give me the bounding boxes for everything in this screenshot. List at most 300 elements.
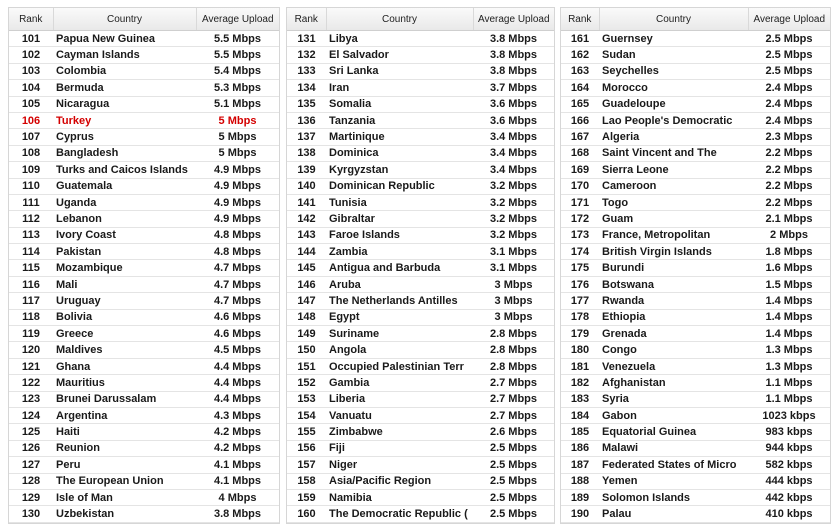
table-row: [561, 489, 830, 505]
table-row: [9, 375, 279, 391]
table-row: [287, 260, 554, 276]
country-cell: Maldives: [53, 342, 196, 358]
upload-cell: 2.5 Mbps: [748, 63, 830, 79]
country-cell: Cayman Islands: [53, 47, 196, 63]
upload-cell: 3.2 Mbps: [473, 194, 554, 210]
rank-cell: 150: [287, 342, 326, 358]
rank-cell: 147: [287, 293, 326, 309]
rank-cell: 110: [9, 178, 53, 194]
rank-cell: 112: [9, 211, 53, 227]
country-cell: Uruguay: [53, 293, 196, 309]
rank-cell: 123: [9, 391, 53, 407]
rank-cell: 184: [561, 407, 599, 423]
rank-cell: 167: [561, 129, 599, 145]
rank-cell: 103: [9, 63, 53, 79]
country-cell: Kyrgyzstan: [326, 162, 473, 178]
upload-cell: 2.4 Mbps: [748, 80, 830, 96]
table-row: [561, 358, 830, 374]
upload-cell: 4.2 Mbps: [196, 440, 279, 456]
country-cell: Niger: [326, 457, 473, 473]
rank-cell: 148: [287, 309, 326, 325]
table-row: [561, 145, 830, 161]
country-cell: Martinique: [326, 129, 473, 145]
column-header-country[interactable]: Country: [326, 8, 473, 31]
upload-cell: 3 Mbps: [473, 293, 554, 309]
upload-cell: 2.7 Mbps: [473, 375, 554, 391]
country-cell: Nicaragua: [53, 96, 196, 112]
upload-cell: 410 kbps: [748, 506, 830, 522]
country-cell: Uganda: [53, 194, 196, 210]
country-cell: Lebanon: [53, 211, 196, 227]
country-cell: Aruba: [326, 276, 473, 292]
table-row: [287, 358, 554, 374]
country-cell: Colombia: [53, 63, 196, 79]
table-row: [9, 407, 279, 423]
table-row: [287, 473, 554, 489]
table-body: [9, 31, 279, 523]
country-cell: Tanzania: [326, 112, 473, 128]
upload-cell: 2.6 Mbps: [473, 424, 554, 440]
country-cell: Zimbabwe: [326, 424, 473, 440]
country-cell: Argentina: [53, 407, 196, 423]
rank-cell: 186: [561, 440, 599, 456]
upload-cell: 4.8 Mbps: [196, 227, 279, 243]
table-row: [9, 276, 279, 292]
country-cell: Lao People's Democratic: [599, 112, 748, 128]
rank-cell: 126: [9, 440, 53, 456]
rank-cell: 163: [561, 63, 599, 79]
ranking-table-panel-2: [286, 7, 555, 524]
upload-cell: 3.2 Mbps: [473, 211, 554, 227]
ranking-table: [561, 8, 830, 523]
upload-cell: 2.1 Mbps: [748, 211, 830, 227]
table-row: [561, 129, 830, 145]
table-row: [287, 342, 554, 358]
upload-cell: 2.5 Mbps: [473, 457, 554, 473]
upload-cell: 3.8 Mbps: [196, 506, 279, 522]
country-cell: Iran: [326, 80, 473, 96]
upload-cell: 4.8 Mbps: [196, 244, 279, 260]
upload-cell: 3.8 Mbps: [473, 31, 554, 47]
country-cell: Ghana: [53, 358, 196, 374]
upload-cell: 4.9 Mbps: [196, 178, 279, 194]
country-cell: Mali: [53, 276, 196, 292]
table-row: [9, 129, 279, 145]
table-row: [9, 194, 279, 210]
rank-cell: 188: [561, 473, 599, 489]
country-cell: Gabon: [599, 407, 748, 423]
table-row: [561, 80, 830, 96]
table-body: [561, 31, 830, 523]
upload-cell: 4.7 Mbps: [196, 276, 279, 292]
upload-cell: 4.1 Mbps: [196, 457, 279, 473]
upload-cell: 4 Mbps: [196, 489, 279, 505]
upload-cell: 5.5 Mbps: [196, 31, 279, 47]
table-row: [9, 309, 279, 325]
ranking-table-panel-1: [8, 7, 280, 524]
table-row: [9, 31, 279, 47]
upload-cell: 4.9 Mbps: [196, 194, 279, 210]
table-row: [287, 129, 554, 145]
country-cell: Rwanda: [599, 293, 748, 309]
upload-cell: 4.9 Mbps: [196, 162, 279, 178]
table-row: [9, 63, 279, 79]
table-row: [561, 112, 830, 128]
rank-cell: 133: [287, 63, 326, 79]
rank-cell: 131: [287, 31, 326, 47]
table-row: [287, 489, 554, 505]
upload-cell: 944 kbps: [748, 440, 830, 456]
country-cell: Federated States of Micro: [599, 457, 748, 473]
table-row: [9, 47, 279, 63]
upload-cell: 4.4 Mbps: [196, 358, 279, 374]
column-header-rank[interactable]: Rank: [561, 8, 599, 31]
country-cell: Bangladesh: [53, 145, 196, 161]
table-row: [9, 162, 279, 178]
country-cell: Uzbekistan: [53, 506, 196, 522]
upload-cell: 2 Mbps: [748, 227, 830, 243]
table-row: [561, 260, 830, 276]
upload-cell: 1.3 Mbps: [748, 358, 830, 374]
upload-cell: 2.2 Mbps: [748, 178, 830, 194]
table-row: [287, 244, 554, 260]
table-row-highlighted: [9, 112, 279, 128]
country-cell: Seychelles: [599, 63, 748, 79]
rank-cell: 142: [287, 211, 326, 227]
upload-cell: 5.1 Mbps: [196, 96, 279, 112]
upload-cell: 2.7 Mbps: [473, 407, 554, 423]
country-cell: Tunisia: [326, 194, 473, 210]
rank-cell: 129: [9, 489, 53, 505]
table-row: [561, 194, 830, 210]
country-cell: The European Union: [53, 473, 196, 489]
ranking-table-panel-3: [560, 7, 831, 524]
rank-cell: 117: [9, 293, 53, 309]
country-cell: Suriname: [326, 326, 473, 342]
upload-cell: 1023 kbps: [748, 407, 830, 423]
country-cell: Saint Vincent and The: [599, 145, 748, 161]
upload-cell: 1.8 Mbps: [748, 244, 830, 260]
country-cell: Dominican Republic: [326, 178, 473, 194]
rank-cell: 134: [287, 80, 326, 96]
table-row: [9, 391, 279, 407]
country-cell: Fiji: [326, 440, 473, 456]
upload-cell: 1.6 Mbps: [748, 260, 830, 276]
rank-cell: 127: [9, 457, 53, 473]
table-row: [561, 162, 830, 178]
rank-cell: 143: [287, 227, 326, 243]
country-cell: Equatorial Guinea: [599, 424, 748, 440]
country-cell: Sri Lanka: [326, 63, 473, 79]
upload-cell: 1.3 Mbps: [748, 342, 830, 358]
country-cell: Algeria: [599, 129, 748, 145]
country-cell: Brunei Darussalam: [53, 391, 196, 407]
table-row: [287, 293, 554, 309]
table-row: [9, 342, 279, 358]
country-cell: The Netherlands Antilles: [326, 293, 473, 309]
rank-cell: 125: [9, 424, 53, 440]
table-row: [287, 31, 554, 47]
upload-cell: 2.8 Mbps: [473, 342, 554, 358]
table-row: [561, 63, 830, 79]
upload-cell: 3.2 Mbps: [473, 178, 554, 194]
country-cell: Palau: [599, 506, 748, 522]
rank-cell: 154: [287, 407, 326, 423]
country-cell: Greece: [53, 326, 196, 342]
country-cell: British Virgin Islands: [599, 244, 748, 260]
country-cell: Congo: [599, 342, 748, 358]
table-row: [9, 358, 279, 374]
table-row: [287, 96, 554, 112]
table-row: [287, 194, 554, 210]
country-cell: El Salvador: [326, 47, 473, 63]
column-header-upload[interactable]: Average Upload: [196, 8, 279, 31]
country-cell: Vanuatu: [326, 407, 473, 423]
table-row: [561, 31, 830, 47]
rank-cell: 120: [9, 342, 53, 358]
country-cell: Isle of Man: [53, 489, 196, 505]
upload-cell: 3 Mbps: [473, 276, 554, 292]
column-header-country[interactable]: Country: [53, 8, 196, 31]
country-cell: Faroe Islands: [326, 227, 473, 243]
table-row: [287, 63, 554, 79]
upload-cell: 5.4 Mbps: [196, 63, 279, 79]
rank-cell: 128: [9, 473, 53, 489]
rank-cell: 178: [561, 309, 599, 325]
column-header-upload[interactable]: Average Upload: [473, 8, 554, 31]
table-row: [561, 244, 830, 260]
country-cell: France, Metropolitan: [599, 227, 748, 243]
rank-cell: 115: [9, 260, 53, 276]
table-row: [9, 457, 279, 473]
table-row: [9, 424, 279, 440]
rank-cell: 138: [287, 145, 326, 161]
table-row: [287, 506, 554, 522]
country-cell: Grenada: [599, 326, 748, 342]
country-cell: Namibia: [326, 489, 473, 505]
rank-cell: 116: [9, 276, 53, 292]
table-row: [287, 326, 554, 342]
table-row: [287, 178, 554, 194]
table-row: [287, 162, 554, 178]
table-row: [561, 276, 830, 292]
table-row: [561, 309, 830, 325]
country-cell: Zambia: [326, 244, 473, 260]
country-cell: Cameroon: [599, 178, 748, 194]
upload-cell: 2.5 Mbps: [473, 506, 554, 522]
upload-cell: 2.4 Mbps: [748, 96, 830, 112]
rank-cell: 118: [9, 309, 53, 325]
rank-cell: 152: [287, 375, 326, 391]
upload-cell: 983 kbps: [748, 424, 830, 440]
upload-cell: 2.2 Mbps: [748, 194, 830, 210]
rank-cell: 151: [287, 358, 326, 374]
rank-cell: 187: [561, 457, 599, 473]
rank-cell: 108: [9, 145, 53, 161]
table-header-row: [287, 8, 554, 31]
table-row: [287, 309, 554, 325]
upload-cell: 5.3 Mbps: [196, 80, 279, 96]
country-cell: Bermuda: [53, 80, 196, 96]
country-cell: Asia/Pacific Region: [326, 473, 473, 489]
rank-cell: 122: [9, 375, 53, 391]
table-row: [9, 440, 279, 456]
table-row: [287, 375, 554, 391]
table-row: [287, 227, 554, 243]
column-header-rank[interactable]: Rank: [9, 8, 53, 31]
upload-cell: 3.7 Mbps: [473, 80, 554, 96]
rank-cell: 137: [287, 129, 326, 145]
table-row: [9, 489, 279, 505]
rank-cell: 104: [9, 80, 53, 96]
country-cell: Guernsey: [599, 31, 748, 47]
table-row: [561, 407, 830, 423]
table-row: [9, 227, 279, 243]
country-cell: Guam: [599, 211, 748, 227]
upload-cell: 2.2 Mbps: [748, 162, 830, 178]
upload-cell: 4.7 Mbps: [196, 293, 279, 309]
rank-cell: 130: [9, 506, 53, 522]
table-row: [561, 473, 830, 489]
rank-cell: 132: [287, 47, 326, 63]
rank-cell: 165: [561, 96, 599, 112]
rank-cell: 102: [9, 47, 53, 63]
table-row: [287, 276, 554, 292]
upload-cell: 3.1 Mbps: [473, 244, 554, 260]
upload-cell: 2.7 Mbps: [473, 391, 554, 407]
table-row: [561, 227, 830, 243]
upload-cell: 442 kbps: [748, 489, 830, 505]
country-cell: Malawi: [599, 440, 748, 456]
country-cell: Turkey: [53, 112, 196, 128]
upload-cell: 444 kbps: [748, 473, 830, 489]
country-cell: Bolivia: [53, 309, 196, 325]
rank-cell: 113: [9, 227, 53, 243]
table-row: [9, 96, 279, 112]
table-row: [287, 407, 554, 423]
country-cell: Ivory Coast: [53, 227, 196, 243]
table-row: [287, 391, 554, 407]
upload-cell: 4.9 Mbps: [196, 211, 279, 227]
table-row: [561, 391, 830, 407]
rank-cell: 182: [561, 375, 599, 391]
upload-cell: 5.5 Mbps: [196, 47, 279, 63]
table-row: [561, 326, 830, 342]
table-row: [9, 473, 279, 489]
rank-cell: 158: [287, 473, 326, 489]
country-cell: Turks and Caicos Islands: [53, 162, 196, 178]
upload-cell: 1.4 Mbps: [748, 309, 830, 325]
upload-cell: 4.4 Mbps: [196, 391, 279, 407]
country-cell: Sierra Leone: [599, 162, 748, 178]
upload-cell: 4.6 Mbps: [196, 326, 279, 342]
upload-cell: 2.5 Mbps: [748, 31, 830, 47]
country-cell: Libya: [326, 31, 473, 47]
upload-cell: 3.6 Mbps: [473, 96, 554, 112]
rank-cell: 189: [561, 489, 599, 505]
upload-cell: 4.3 Mbps: [196, 407, 279, 423]
upload-cell: 3 Mbps: [473, 309, 554, 325]
country-cell: Papua New Guinea: [53, 31, 196, 47]
table-row: [287, 47, 554, 63]
table-row: [287, 440, 554, 456]
upload-cell: 3.1 Mbps: [473, 260, 554, 276]
country-cell: Mauritius: [53, 375, 196, 391]
upload-cell: 1.4 Mbps: [748, 326, 830, 342]
upload-cell: 1.5 Mbps: [748, 276, 830, 292]
upload-cell: 3.2 Mbps: [473, 227, 554, 243]
rank-cell: 105: [9, 96, 53, 112]
rank-cell: 107: [9, 129, 53, 145]
country-cell: Somalia: [326, 96, 473, 112]
rank-cell: 145: [287, 260, 326, 276]
table-header-row: [561, 8, 830, 31]
country-cell: Pakistan: [53, 244, 196, 260]
country-cell: Liberia: [326, 391, 473, 407]
column-header-country[interactable]: Country: [599, 8, 748, 31]
rank-cell: 121: [9, 358, 53, 374]
country-cell: Mozambique: [53, 260, 196, 276]
table-row: [9, 80, 279, 96]
table-row: [561, 375, 830, 391]
table-row: [287, 424, 554, 440]
table-row: [9, 244, 279, 260]
table-row: [9, 326, 279, 342]
rank-cell: 183: [561, 391, 599, 407]
upload-cell: 4.6 Mbps: [196, 309, 279, 325]
table-row: [287, 145, 554, 161]
rank-cell: 173: [561, 227, 599, 243]
country-cell: Dominica: [326, 145, 473, 161]
rank-cell: 181: [561, 358, 599, 374]
ranking-table: [287, 8, 554, 523]
country-cell: Guadeloupe: [599, 96, 748, 112]
rank-cell: 146: [287, 276, 326, 292]
table-row: [9, 506, 279, 522]
rank-cell: 169: [561, 162, 599, 178]
country-cell: Botswana: [599, 276, 748, 292]
country-cell: Reunion: [53, 440, 196, 456]
country-cell: The Democratic Republic (: [326, 506, 473, 522]
rank-cell: 176: [561, 276, 599, 292]
rank-cell: 171: [561, 194, 599, 210]
upload-cell: 5 Mbps: [196, 145, 279, 161]
upload-cell: 1.4 Mbps: [748, 293, 830, 309]
upload-cell: 2.5 Mbps: [473, 473, 554, 489]
rank-cell: 160: [287, 506, 326, 522]
upload-cell: 5 Mbps: [196, 129, 279, 145]
country-cell: Burundi: [599, 260, 748, 276]
table-header-row: [9, 8, 279, 31]
table-row: [9, 211, 279, 227]
rank-cell: 124: [9, 407, 53, 423]
table-row: [9, 293, 279, 309]
table-row: [561, 342, 830, 358]
upload-cell: 4.7 Mbps: [196, 260, 279, 276]
upload-cell: 3.6 Mbps: [473, 112, 554, 128]
country-cell: Yemen: [599, 473, 748, 489]
column-header-rank[interactable]: Rank: [287, 8, 326, 31]
upload-cell: 3.4 Mbps: [473, 145, 554, 161]
rank-cell: 109: [9, 162, 53, 178]
country-cell: Peru: [53, 457, 196, 473]
country-cell: Occupied Palestinian Terr: [326, 358, 473, 374]
table-row: [561, 47, 830, 63]
upload-cell: 2.5 Mbps: [748, 47, 830, 63]
column-header-upload[interactable]: Average Upload: [748, 8, 830, 31]
upload-cell: 4.2 Mbps: [196, 424, 279, 440]
rank-cell: 161: [561, 31, 599, 47]
